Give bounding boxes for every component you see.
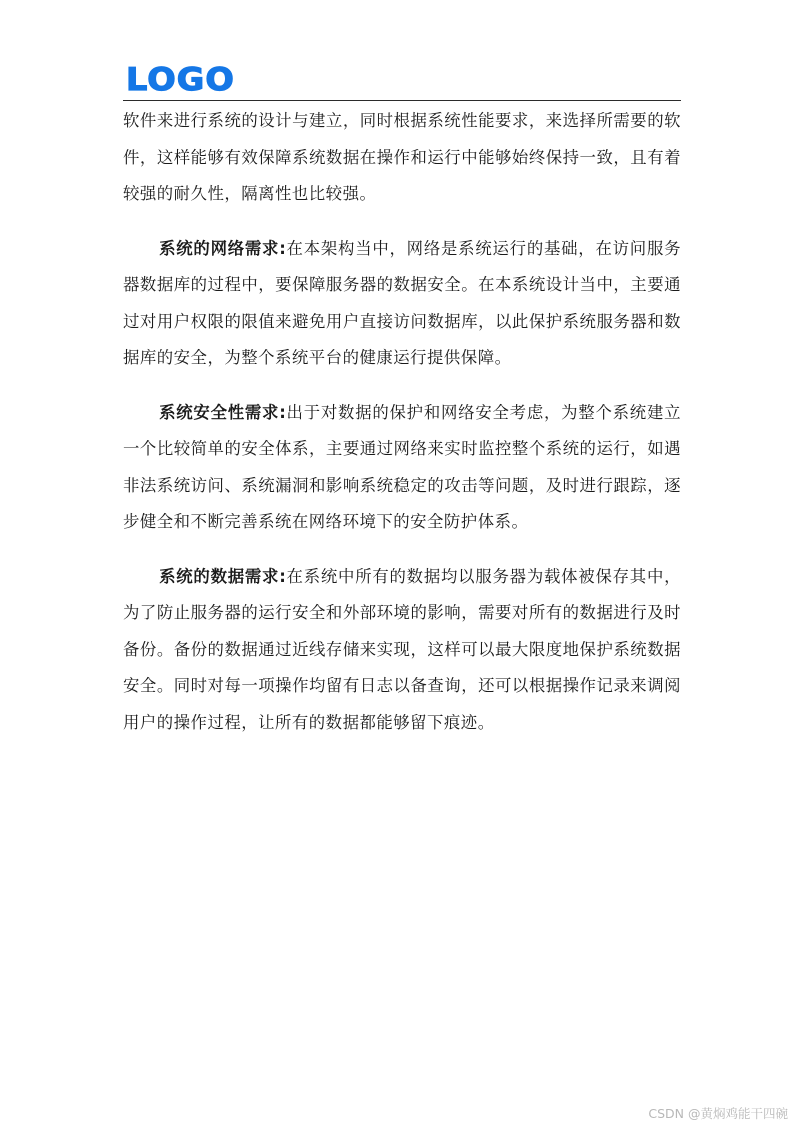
paragraph-data-requirements	[123, 559, 681, 742]
page-header	[123, 58, 681, 101]
paragraph-text: 在系统中所有的数据均以服务器为载体被保存其中，为了防止服务器的运行安全和外部环境的影响，需要对所有的数据进行及时备份。备份的数据通过近线存储来实现，这样可以最大限度地保护系统数据安全。同时对每一项操作均留有日志以备查询，还可以根据操作记录来调阅用户的操作过程，让所有的数据都能够留下痕迹。	[123, 566, 682, 732]
logo: LOGO	[126, 62, 235, 98]
paragraph-network-requirements	[123, 231, 681, 377]
paragraph-heading: 系统的数据需求:	[159, 566, 287, 586]
document-body	[123, 103, 681, 741]
watermark: CSDN @黄焖鸡能干四碗	[648, 1106, 788, 1121]
paragraph-text: 出于对数据的保护和网络安全考虑，为整个系统建立一个比较简单的安全体系，主要通过网络来实时监控整个系统的运行，如遇非法系统访问、系统漏洞和影响系统稳定的攻击等问题，及时进行跟踪，逐步健全和不断完善系统在网络环境下的安全防护体系。	[123, 402, 682, 531]
paragraph-text: 在本架构当中，网络是系统运行的基础，在访问服务器数据库的过程中，要保障服务器的数据安全。在本系统设计当中，主要通过对用户权限的限值来避免用户直接访问数据库，以此保护系统服务器和数据库的安全，为整个系统平台的健康运行提供保障。	[123, 238, 682, 367]
paragraph-heading: 系统安全性需求:	[159, 402, 287, 422]
paragraph-heading: 系统的网络需求:	[159, 238, 287, 258]
paragraph-security-requirements	[123, 395, 681, 541]
paragraph-continuation	[123, 103, 681, 213]
paragraph-text: 软件来进行系统的设计与建立，同时根据系统性能要求，来选择所需要的软件，这样能够有效保障系统数据在操作和运行中能够始终保持一致，且有着较强的耐久性，隔离性也比较强。	[123, 111, 681, 203]
